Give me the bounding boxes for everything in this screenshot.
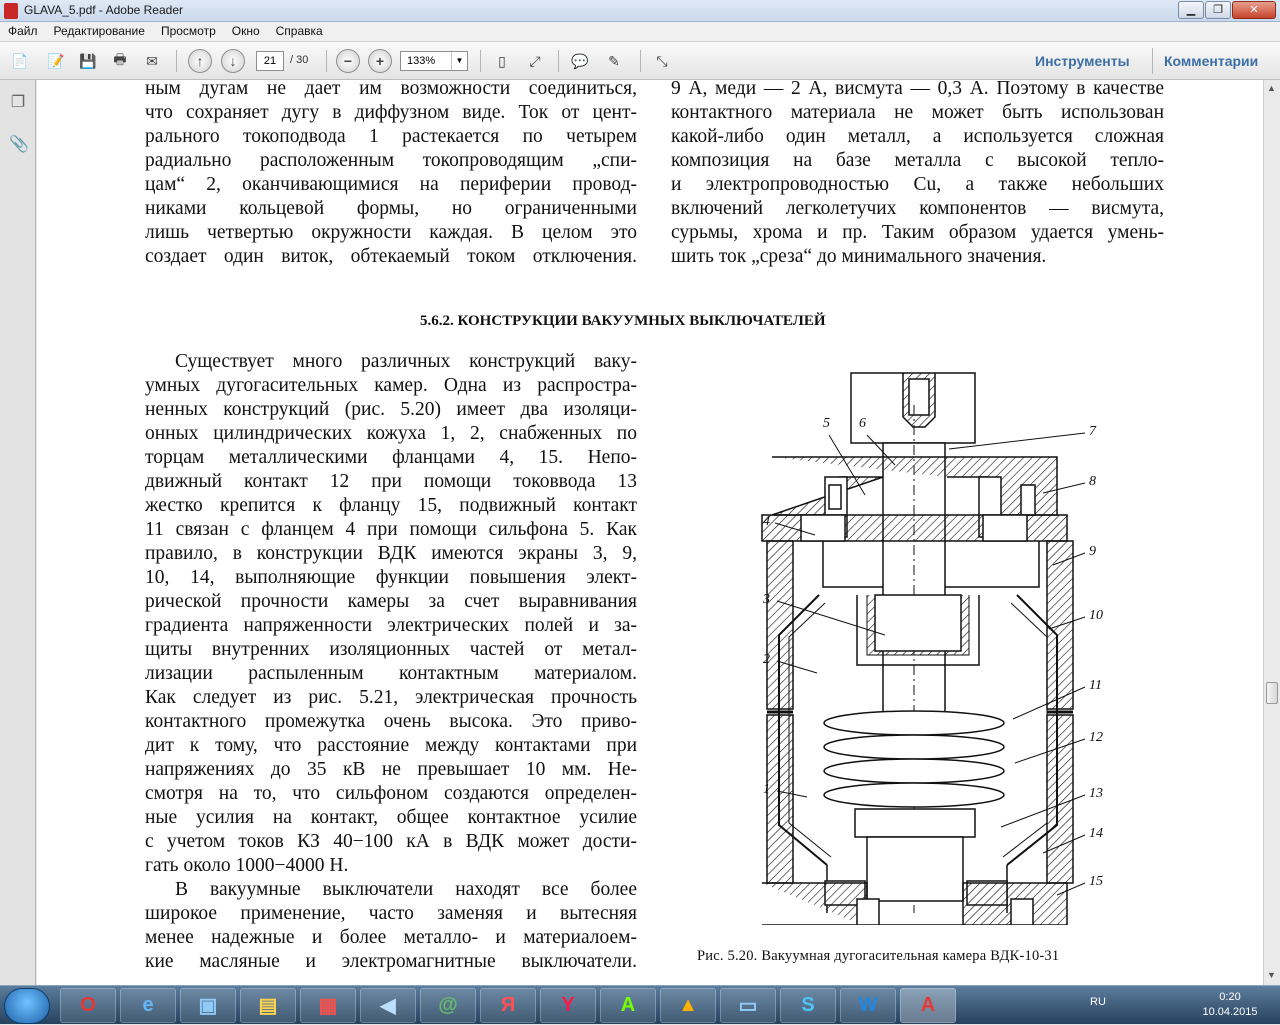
yandex-icon[interactable]: Я <box>480 988 536 1023</box>
text-line: напряжениях до 35 кВ не превышает 10 мм. Не- <box>145 759 637 780</box>
text-line: ные усилия на контакт, общее контактное усилие <box>145 807 637 828</box>
text-line: Существует много различных конструкций ваку- <box>175 351 637 372</box>
text-column-body <box>145 350 637 974</box>
figure-caption: Рис. 5.20. Вакуумная дугогасительная камера ВДК-10-31 <box>697 948 1060 964</box>
previous-page-icon[interactable]: ↑ <box>188 49 212 73</box>
toolbar-separator <box>1152 48 1153 74</box>
toolbar-separator <box>558 50 559 72</box>
create-pdf-icon[interactable]: 📄 <box>11 52 29 69</box>
menu-edit[interactable]: Редактирование <box>53 24 145 38</box>
document-view[interactable] <box>37 80 1263 985</box>
calendar-icon[interactable]: ▦ <box>300 988 356 1023</box>
vacuum-chamber-diagram <box>717 365 1157 925</box>
section-heading: 5.6.2. КОНСТРУКЦИИ ВАКУУМНЫХ ВЫКЛЮЧАТЕЛЕЙ <box>420 313 826 329</box>
zoom-select[interactable] <box>400 51 468 71</box>
figure-label: 7 <box>1089 424 1096 439</box>
figure-label: 5 <box>823 416 830 431</box>
highlight-icon[interactable]: ✎ <box>608 52 620 69</box>
text-line: композиция на базе металла с высокой тепло- <box>671 150 1164 171</box>
text-line: лизации распыленным контактным материалом. <box>145 663 637 684</box>
text-line: контактного промежутка очень высока. Это приво- <box>145 711 637 732</box>
toolbar-separator <box>640 50 641 72</box>
app-monitor-icon[interactable]: ▭ <box>720 988 776 1023</box>
page-number-input[interactable]: 21 <box>256 51 284 71</box>
text-line: жестко крепится к фланцу 15, подвижный контакт <box>145 495 637 516</box>
toolbar-separator <box>326 50 327 72</box>
menu-window[interactable]: Окно <box>231 24 260 38</box>
text-line: 10, 14, выполняющие функции повышения элект- <box>145 567 637 588</box>
text-line: кие масляные и электромагнитные выключатели. <box>145 951 637 972</box>
text-line: правило, в конструкции ВДК имеются экраны 3, 9, <box>145 543 637 564</box>
text-line: ненных конструкций (рис. 5.20) имеет два изоляци- <box>145 399 637 420</box>
floppy-icon[interactable]: ▣ <box>180 988 236 1023</box>
text-column-top-left <box>145 80 637 269</box>
figure-label: 6 <box>859 416 866 431</box>
save-icon[interactable]: 💾 <box>79 52 97 69</box>
text-line: широкое применение, часто заменяя и вытесняя <box>145 903 637 924</box>
figure-label: 2 <box>763 652 770 667</box>
text-line: цам“ 2, оканчивающимися на периферии провод- <box>145 174 637 195</box>
zoom-value: 133% <box>407 55 436 67</box>
text-line: лишь четвертью окружности каждая. В целом это <box>145 222 637 243</box>
navigation-panel <box>0 80 36 985</box>
minimize-button[interactable]: ▁ <box>1178 1 1204 19</box>
text-line: ным дугам не дает им возможности соединиться, <box>145 80 637 99</box>
speaker-icon[interactable]: ◀ <box>360 988 416 1023</box>
window-title: GLAVA_5.pdf - Adobe Reader <box>24 3 183 17</box>
text-line: щиты внутренних изоляционных частей от метал- <box>145 639 637 660</box>
text-line: рального токоподвода 1 растекается по четырем <box>145 126 637 147</box>
next-page-icon[interactable]: ↓ <box>221 49 245 73</box>
adobe-reader-icon <box>4 3 18 19</box>
mail-at-icon[interactable]: @ <box>420 988 476 1023</box>
system-tray <box>1080 986 1280 1025</box>
word-icon[interactable]: W <box>840 988 896 1023</box>
clock[interactable] <box>1200 990 1260 1020</box>
text-line: Как следует из рис. 5.21, электрическая прочность <box>145 687 637 708</box>
menu-file[interactable]: Файл <box>8 24 38 38</box>
tools-panel-link[interactable]: Инструменты <box>1035 53 1130 69</box>
fit-width-icon[interactable]: ⤢ <box>529 52 541 69</box>
vertical-scrollbar[interactable] <box>1263 80 1280 985</box>
figure-label: 11 <box>1089 678 1102 693</box>
app-a-icon[interactable]: A <box>600 988 656 1023</box>
text-line: градиента напряженности электрических полей и за- <box>145 615 637 636</box>
text-line: 11 связан с фланцем 4 при помощи сильфона 5. Как <box>145 519 637 540</box>
figure-label: 14 <box>1089 826 1103 841</box>
opera-icon[interactable]: O <box>60 988 116 1023</box>
email-icon[interactable]: ✉ <box>146 52 158 69</box>
text-line: смотря на то, что сильфоном создаются определен- <box>145 783 637 804</box>
attachments-icon[interactable]: 📎 <box>9 136 29 153</box>
figure-label: 13 <box>1089 786 1103 801</box>
comments-panel-link[interactable]: Комментарии <box>1164 53 1259 69</box>
scroll-down-icon[interactable]: ▼ <box>1267 970 1276 980</box>
adobe-reader-task-icon[interactable]: A <box>900 988 956 1023</box>
toolbar-separator <box>176 50 177 72</box>
text-line: В вакуумные выключатели находят все более <box>175 879 637 900</box>
figure-label: 8 <box>1089 474 1096 489</box>
text-line: шить ток „среза“ до минимального значения. <box>671 246 1047 267</box>
chevron-down-icon[interactable]: ▼ <box>451 52 467 70</box>
figure-label: 10 <box>1089 608 1103 623</box>
menu-help[interactable]: Справка <box>275 24 323 38</box>
start-button[interactable] <box>4 988 50 1024</box>
text-line: менее надежные и более металло- и материалоем- <box>145 927 637 948</box>
yandex-browser-icon[interactable]: Y <box>540 988 596 1023</box>
text-line: что сохраняет дугу в диффузном виде. Ток от цент- <box>145 102 637 123</box>
text-line: с учетом токов КЗ 40−100 кА в ВДК может дости- <box>145 831 637 852</box>
toolbar-separator <box>480 50 481 72</box>
restore-button[interactable]: ❐ <box>1205 1 1231 19</box>
figure-label: 12 <box>1089 730 1103 745</box>
language-indicator[interactable]: RU <box>1090 996 1106 1008</box>
title-bar <box>0 0 1280 22</box>
print-icon[interactable]: 🖶 <box>113 51 127 67</box>
toolbar <box>0 42 1280 80</box>
zoom-in-icon[interactable]: + <box>368 49 392 73</box>
folder-icon[interactable]: ▤ <box>240 988 296 1023</box>
figure-label: 1 <box>763 782 770 797</box>
close-button[interactable]: ✕ <box>1232 1 1276 19</box>
text-line: и электропроводностью Cu, а также небольших <box>671 174 1164 195</box>
figure-label: 15 <box>1089 874 1103 889</box>
scroll-up-icon[interactable]: ▲ <box>1267 83 1276 93</box>
text-line: онных цилиндрических кожуха 1, 2, снабженных по <box>145 423 637 444</box>
text-line: контактного материала не может быть использован <box>671 102 1164 123</box>
text-line: 9 А, меди — 2 А, висмута — 0,3 А. Поэтому в качестве <box>671 80 1164 99</box>
fit-page-icon[interactable]: ▯ <box>498 52 506 69</box>
clock-date: 10.04.2015 <box>1202 1006 1258 1018</box>
skype-icon[interactable]: S <box>780 988 836 1023</box>
text-line: рической прочности камеры за счет выравнивания <box>145 591 637 612</box>
figure-label: 4 <box>763 514 770 529</box>
text-line: движный контакт 12 при помощи токоввода 13 <box>145 471 637 492</box>
figure-label: 9 <box>1089 544 1096 559</box>
text-line: умных дугогасительных камер. Одна из распростра- <box>145 375 637 396</box>
text-line: дит к тому, что расстояние между контактами при <box>145 735 637 756</box>
taskbar <box>0 985 1280 1024</box>
text-line: торцам металлическими фланцами 4, 15. Непо- <box>145 447 637 468</box>
text-line: никами кольцевой формы, но ограниченными <box>145 198 637 219</box>
page-total: / 30 <box>290 54 309 66</box>
zoom-out-icon[interactable]: − <box>336 49 360 73</box>
scroll-thumb[interactable] <box>1266 682 1278 704</box>
app-triangle-icon[interactable]: ▲ <box>660 988 716 1023</box>
menu-bar <box>0 22 1280 42</box>
text-line: какой-либо один металл, а используется сложная <box>671 126 1164 147</box>
text-line: гать около 1000−4000 Н. <box>145 855 349 876</box>
text-line: радиально расположенным токопроводящим „спи- <box>145 150 637 171</box>
text-line: создает один виток, обтекаемый током отключения. <box>145 246 637 267</box>
edit-pdf-icon[interactable]: 📝 <box>47 52 65 69</box>
page-thumbnails-icon[interactable]: ❐ <box>10 94 26 111</box>
menu-view[interactable]: Просмотр <box>160 24 216 38</box>
expand-icon[interactable]: ⤡ <box>656 52 668 69</box>
internet-explorer-icon[interactable]: e <box>120 988 176 1023</box>
text-line: сурьмы, хрома и пр. Таким образом удается умень- <box>671 222 1164 243</box>
figure-label: 3 <box>763 592 770 607</box>
text-line: включений легколетучих компонентов — висмута, <box>671 198 1164 219</box>
window-controls <box>1178 1 1276 19</box>
clock-time: 0:20 <box>1219 991 1241 1003</box>
text-column-top-right <box>671 80 1164 269</box>
comment-icon[interactable]: 💬 <box>571 52 589 69</box>
